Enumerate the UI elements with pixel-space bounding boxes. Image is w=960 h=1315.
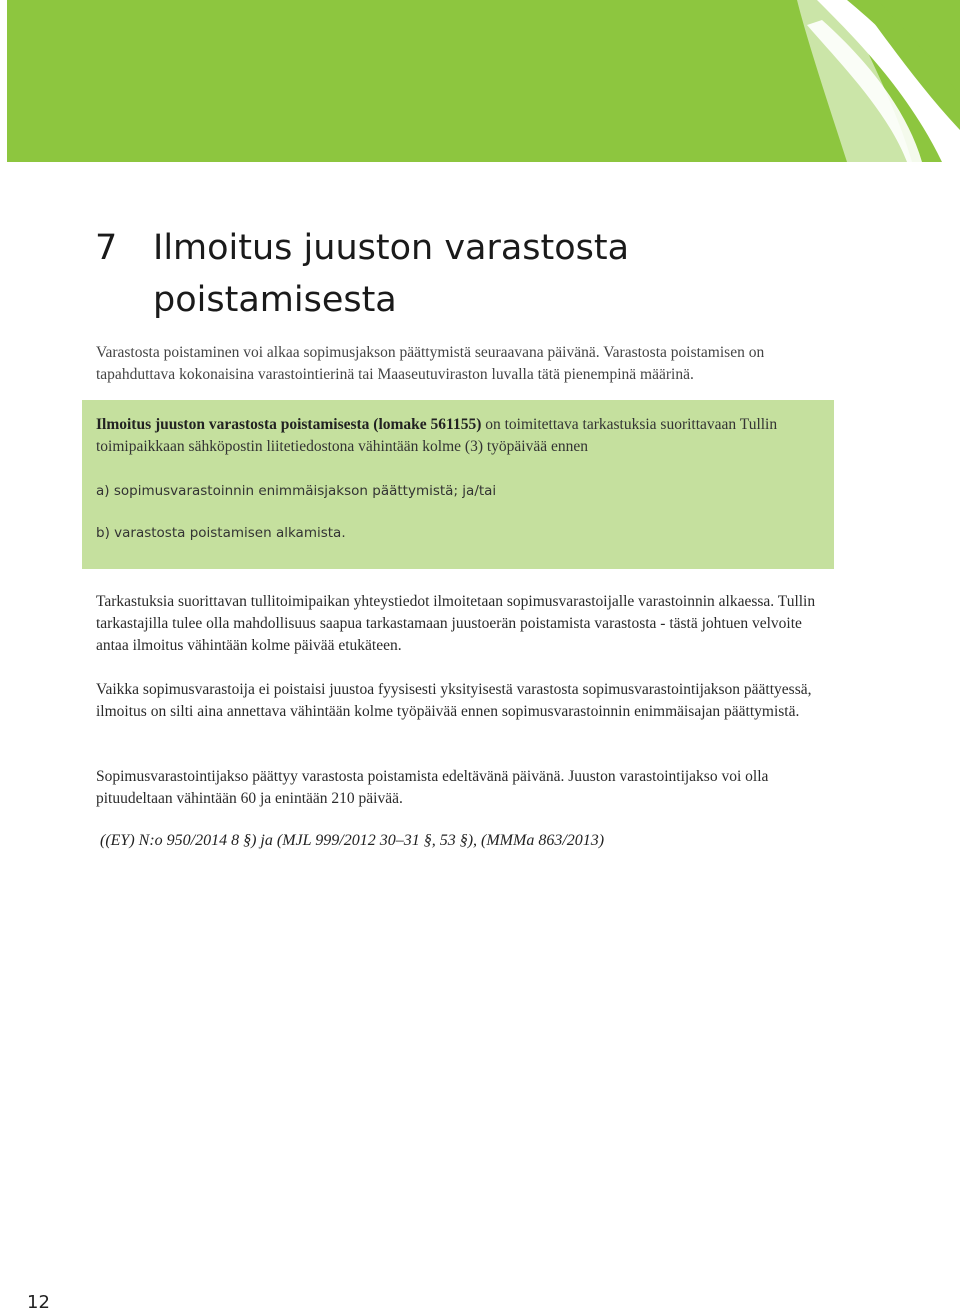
callout-item-b: b) varastosta poistamisen alkamista. xyxy=(96,525,346,541)
paragraph-removal: Vaikka sopimusvarastoija ei poistaisi juustoa fyysisesti yksityisestä varastosta sopimusvarastointijakson päättyessä, ilmoitus on silti aina annettava vähintään kolme työpäivää ennen sopimusvarastoinnin enimmäisajan päättymistä. xyxy=(96,681,812,720)
notice-callout xyxy=(82,400,834,569)
page-number: 12 xyxy=(27,1292,50,1313)
callout-item-a: a) sopimusvarastoinnin enimmäisjakson päättymistä; ja/tai xyxy=(96,483,497,499)
paragraph-period: Sopimusvarastointijakso päättyy varastosta poistamista edeltävänä päivänä. Juuston varastointijakso voi olla pituudeltaan vähintään 60 ja enintään 210 päivää. xyxy=(96,768,769,807)
chapter-number: 7 xyxy=(95,228,118,268)
chapter-title: Ilmoitus juuston varastosta poistamisesta xyxy=(153,228,630,320)
callout-lead-rest: on toimitettava tarkastuksia suorittavaan Tullin toimipaikkaan sähköpostin liitetiedostona vähintään kolme (3) työpäivää ennen xyxy=(96,416,778,455)
paragraph-contact: Tarkastuksia suorittavan tullitoimipaikan yhteystiedot ilmoitetaan sopimusvarastoijalle varastoinnin alkaessa. Tullin tarkastajilla tulee olla mahdollisuus saapua tarkastamaan juustoerän poistamista varastosta - tästä johtuen velvoite antaa ilmoitus vähintään kolme päivää etukäteen. xyxy=(96,593,816,654)
header-band xyxy=(7,0,960,162)
callout-lead xyxy=(96,414,821,458)
intro-paragraph: Varastosta poistaminen voi alkaa sopimusjakson päättymistä seuraavana päivänä. Varastosta poistamisen on tapahduttava kokonaisina varastointierinä tai Maaseutuviraston luvalla tätä pienempinä määrinä. xyxy=(96,344,765,383)
leaf-decoration-icon xyxy=(7,0,960,162)
legal-reference: ((EY) N:o 950/2014 8 §) ja (MJL 999/2012 30–31 §, 53 §), (MMMa 863/2013) xyxy=(100,832,605,849)
callout-lead-bold: Ilmoitus juuston varastosta poistamisesta (lomake 561155) xyxy=(96,416,482,433)
